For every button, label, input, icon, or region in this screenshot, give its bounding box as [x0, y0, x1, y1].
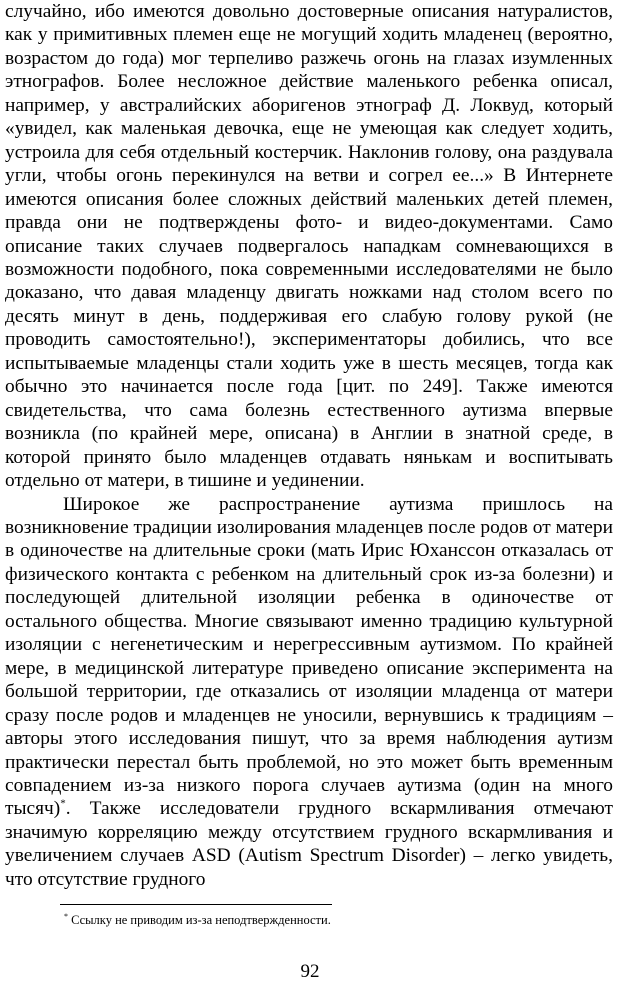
- paragraph-1-text: случайно, ибо имеются довольно достоверные описания натуралистов, как у примитивных племен еще не могущий ходить младенец (вероятно, возрастом до года) мог терпеливо разжечь огонь на глазах изумленных этнографов. Более несложное действие маленького ребенка описал, например, у австралийских аборигенов этнограф Д. Локвуд, который «увидел, как маленькая девочка, еще не умеющая как следует ходить, устроила для себя отдельный костерчик. Наклонив голову, она раздувала угли, чтобы огонь перекинулся на ветви и согрел ее...» В Интернете имеются описания более сложных действий маленьких детей племен, правда они не подтверждены фото- и видео-документами. Само описание таких случаев подвергалось нападкам сомневающихся в возможности подобного, пока современными исследователями не было доказано, что давая младенцу двигать ножками над столом всего по десять минут в день, поддерживая его слабую голову рукой (не проводить самостоятельно!), экспериментаторы добились, что все испытываемые младенцы стали ходить уже в шесть месяцев, тогда как обычно это начинается после года [цит. по 249]. Также имеются свидетельства, что сама болезнь естественного аутизма впервые возникла (по крайней мере, описана) в Англии в знатной среде, в которой принято было младенцев отдавать нянькам и воспитывать отдельно от матери, в тишине и уединении.: [5, 1, 613, 492]
- paragraph-1: [5, 0, 613, 493]
- paragraph-2-text-start: Широкое же распространение аутизма пришлось на возникновение традиции изолирования младенцев после родов от матери в одиночестве на длительные сроки (мать Ирис Юханссон отказалась от физического контакта с ребенком на длительный срок из-за болезни) и последующей длительной изоляции ребенка в одиночестве от остального общества. Многие связывают именно традицию культурной изоляции с негенетическим и нерегрессивным аутизмом. По крайней мере, в медицинской литературе приведено описание эксперимента на большой территории, где отказались от изоляции младенца от матери сразу после родов и младенцев не уносили, вернувшись к традициям – авторы этого исследования пишут, что за время наблюдения аутизм практически перестал быть проблемой, но это может быть временным совпадением из-за низкого порога случаев аутизма (один на много тысяч): [5, 493, 613, 820]
- footnote-text: Ссылку не приводим из-за неподтвержденности.: [68, 913, 331, 927]
- footnote: [64, 912, 331, 928]
- footnote-separator-rule: [60, 904, 332, 905]
- page-number: 92: [300, 961, 320, 982]
- body-text: [5, 0, 613, 891]
- footnote-mark: *: [64, 911, 68, 921]
- paragraph-2: [5, 493, 613, 892]
- paragraph-2-text-end: . Также исследователи грудного вскармливания отмечают значимую корреляцию между отсутствием грудного вскармливания и увеличением случаев ASD (Autism Spectrum Disorder) – легко увидеть, что отсутствие грудного: [5, 798, 613, 890]
- footnote-reference-mark[interactable]: *: [60, 797, 66, 810]
